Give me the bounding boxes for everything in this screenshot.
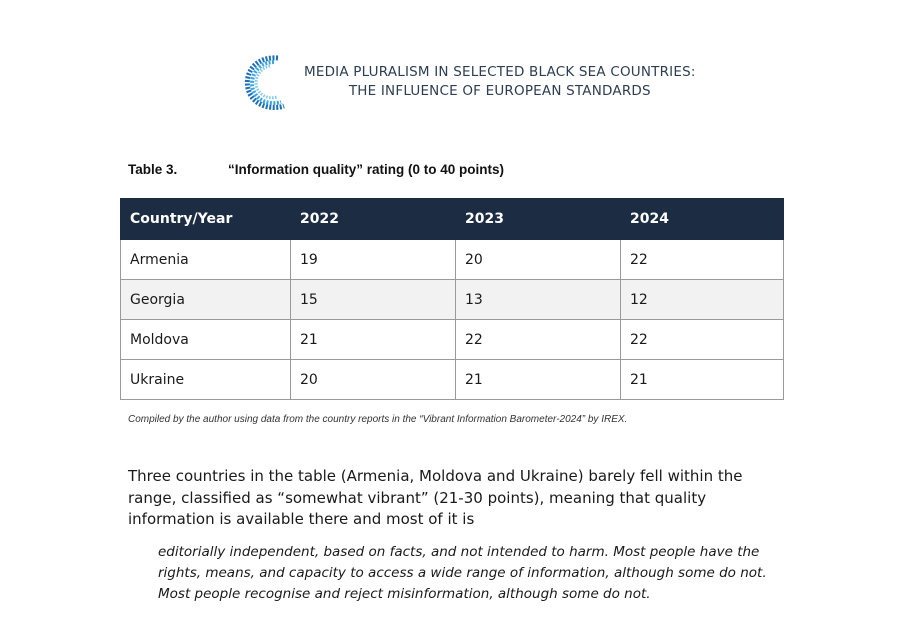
- table-title: “Information quality” rating (0 to 40 points): [228, 162, 505, 177]
- publication-title-line2: THE INFLUENCE OF EUROPEAN STANDARDS: [348, 83, 651, 99]
- publication-title: [304, 63, 696, 101]
- block-quote: editorially independent, based on facts, and not intended to harm. Most people have the rights, means, and capacity to access a wide range of information, although some do not. Most people recognise and reject misinformation, although some do not.: [158, 544, 767, 602]
- cell-value: 20: [291, 360, 456, 400]
- cell-value: 19: [291, 240, 456, 280]
- cell-value: 15: [291, 280, 456, 320]
- table-row: [121, 320, 784, 360]
- table-header-row: [121, 199, 784, 240]
- cell-country: Armenia: [121, 240, 291, 280]
- cell-value: 22: [456, 320, 621, 360]
- document-header: [238, 52, 696, 112]
- header-2022: 2022: [291, 199, 456, 240]
- header-2023: 2023: [456, 199, 621, 240]
- cell-value: 21: [621, 360, 784, 400]
- table-row: [121, 360, 784, 400]
- cell-value: 21: [291, 320, 456, 360]
- header-2024: 2024: [621, 199, 784, 240]
- table-label: Table 3.: [128, 162, 178, 177]
- information-quality-table: [120, 198, 784, 400]
- header-country-year: Country/Year: [121, 199, 291, 240]
- cell-value: 22: [621, 240, 784, 280]
- cell-country: Moldova: [121, 320, 291, 360]
- cell-value: 20: [456, 240, 621, 280]
- body-paragraph: Three countries in the table (Armenia, Moldova and Ukraine) barely fell within the range, classified as “somewhat vibrant” (21-30 points), meaning that quality information is available there and most of it is: [128, 467, 743, 528]
- cell-country: Georgia: [121, 280, 291, 320]
- table-source-note: Compiled by the author using data from the country reports in the “Vibrant Information Barometer-2024” by IREX.: [128, 414, 628, 425]
- cell-value: 13: [456, 280, 621, 320]
- publication-title-line1: MEDIA PLURALISM IN SELECTED BLACK SEA COUNTRIES:: [304, 64, 696, 80]
- logo-icon: [238, 52, 296, 112]
- cell-value: 12: [621, 280, 784, 320]
- table-row: [121, 240, 784, 280]
- table-caption: [128, 162, 505, 177]
- cell-value: 21: [456, 360, 621, 400]
- cell-value: 22: [621, 320, 784, 360]
- cell-country: Ukraine: [121, 360, 291, 400]
- table-row: [121, 280, 784, 320]
